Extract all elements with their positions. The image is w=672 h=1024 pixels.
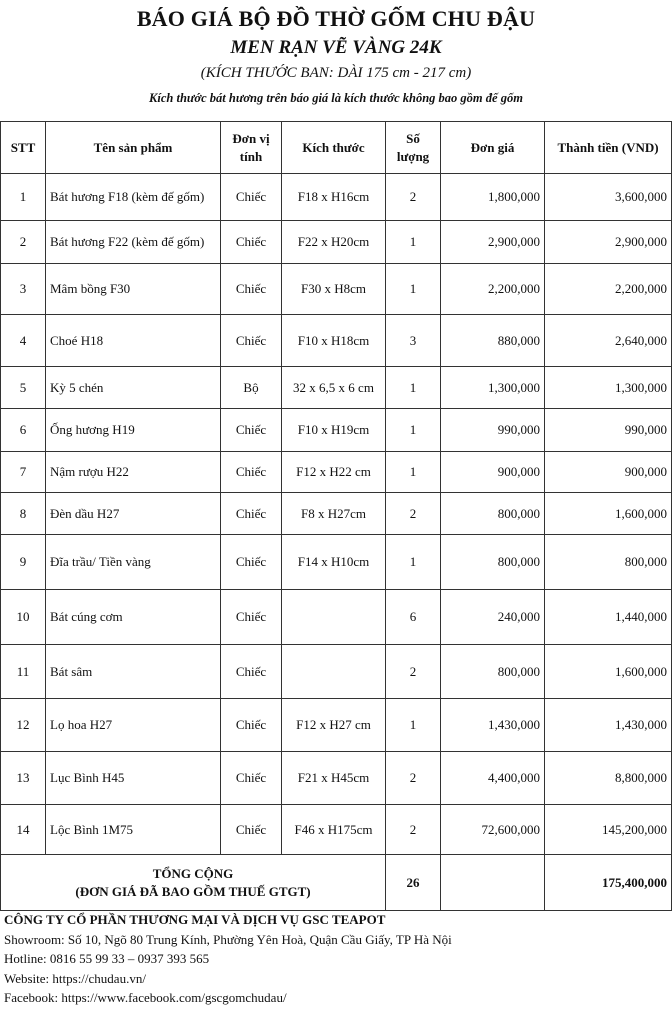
cell-total: 1,600,000 — [545, 645, 672, 699]
cell-total: 145,200,000 — [545, 805, 672, 855]
cell-stt: 5 — [1, 367, 46, 409]
cell-size: F18 x H16cm — [282, 174, 386, 221]
cell-name: Mâm bồng F30 — [46, 264, 221, 315]
table-row — [1, 452, 672, 493]
cell-stt: 6 — [1, 409, 46, 452]
table-row — [1, 174, 672, 221]
table-row — [1, 645, 672, 699]
table-row — [1, 221, 672, 264]
cell-total: 3,600,000 — [545, 174, 672, 221]
cell-unit: Chiếc — [221, 645, 282, 699]
cell-name: Đĩa trầu/ Tiền vàng — [46, 535, 221, 590]
cell-stt: 9 — [1, 535, 46, 590]
cell-qty: 2 — [386, 493, 441, 535]
table-header-row — [1, 122, 672, 174]
cell-size: F10 x H18cm — [282, 315, 386, 367]
cell-price: 2,900,000 — [441, 221, 545, 264]
table-row — [1, 805, 672, 855]
cell-size: F22 x H20cm — [282, 221, 386, 264]
cell-total: 800,000 — [545, 535, 672, 590]
total-qty: 26 — [386, 855, 441, 911]
cell-name: Lộc Bình 1M75 — [46, 805, 221, 855]
cell-qty: 2 — [386, 174, 441, 221]
col-header-total: Thành tiền (VND) — [545, 122, 672, 174]
cell-name: Bát hương F18 (kèm đế gốm) — [46, 174, 221, 221]
cell-qty: 1 — [386, 535, 441, 590]
table-row — [1, 315, 672, 367]
cell-price: 990,000 — [441, 409, 545, 452]
cell-stt: 12 — [1, 699, 46, 752]
cell-name: Kỳ 5 chén — [46, 367, 221, 409]
cell-name: Choé H18 — [46, 315, 221, 367]
cell-size — [282, 645, 386, 699]
cell-total: 2,200,000 — [545, 264, 672, 315]
table-row — [1, 264, 672, 315]
total-label — [1, 855, 386, 911]
cell-unit: Chiếc — [221, 590, 282, 645]
total-empty-cell — [441, 855, 545, 911]
cell-total: 990,000 — [545, 409, 672, 452]
cell-size: F30 x H8cm — [282, 264, 386, 315]
cell-price: 1,300,000 — [441, 367, 545, 409]
cell-qty: 1 — [386, 452, 441, 493]
cell-qty: 1 — [386, 264, 441, 315]
cell-name: Bát hương F22 (kèm đế gốm) — [46, 221, 221, 264]
col-header-size: Kích thước — [282, 122, 386, 174]
cell-price: 880,000 — [441, 315, 545, 367]
cell-unit: Chiếc — [221, 752, 282, 805]
cell-size: F14 x H10cm — [282, 535, 386, 590]
cell-unit: Bộ — [221, 367, 282, 409]
cell-stt: 7 — [1, 452, 46, 493]
company-footer — [4, 910, 668, 1008]
cell-stt: 13 — [1, 752, 46, 805]
cell-price: 900,000 — [441, 452, 545, 493]
website-link[interactable]: Website: https://chudau.vn/ — [4, 970, 146, 986]
cell-name: Ống hương H19 — [46, 409, 221, 452]
cell-total: 8,800,000 — [545, 752, 672, 805]
cell-stt: 14 — [1, 805, 46, 855]
cell-price: 2,200,000 — [441, 264, 545, 315]
cell-stt: 10 — [1, 590, 46, 645]
cell-stt: 8 — [1, 493, 46, 535]
cell-price: 800,000 — [441, 645, 545, 699]
cell-price: 1,800,000 — [441, 174, 545, 221]
page-title: BÁO GIÁ BỘ ĐỒ THỜ GỐM CHU ĐẬU — [136, 6, 536, 31]
col-header-qty: Số lượng — [386, 122, 441, 174]
cell-unit: Chiếc — [221, 174, 282, 221]
quote-header — [0, 0, 672, 120]
cell-total: 1,300,000 — [545, 367, 672, 409]
cell-qty: 1 — [386, 367, 441, 409]
table-row — [1, 535, 672, 590]
cell-price: 800,000 — [441, 535, 545, 590]
cell-unit: Chiếc — [221, 535, 282, 590]
cell-price: 240,000 — [441, 590, 545, 645]
cell-stt: 2 — [1, 221, 46, 264]
cell-total: 900,000 — [545, 452, 672, 493]
company-name: CÔNG TY CỔ PHẦN THƯƠNG MẠI VÀ DỊCH VỤ GSC TEAPOT — [4, 912, 386, 927]
cell-qty: 3 — [386, 315, 441, 367]
cell-unit: Chiếc — [221, 805, 282, 855]
cell-price: 1,430,000 — [441, 699, 545, 752]
cell-qty: 1 — [386, 409, 441, 452]
cell-name: Lục Bình H45 — [46, 752, 221, 805]
showroom-address: Showroom: Số 10, Ngõ 80 Trung Kính, Phường Yên Hoà, Quận Cầu Giấy, TP Hà Nội — [4, 931, 452, 947]
hotline: Hotline: 0816 55 99 33 – 0937 393 565 — [4, 951, 210, 966]
table-row — [1, 752, 672, 805]
total-label-line1: TỔNG CỘNG — [152, 865, 234, 881]
cell-name: Đèn dầu H27 — [46, 493, 221, 535]
facebook-link[interactable]: Facebook: https://www.facebook.com/gscgomchudau/ — [4, 990, 287, 1005]
size-disclaimer: Kích thước bát hương trên báo giá là kích thước không bao gồm đế gốm — [149, 91, 523, 105]
cell-qty: 6 — [386, 590, 441, 645]
table-row — [1, 367, 672, 409]
cell-stt: 4 — [1, 315, 46, 367]
cell-price: 800,000 — [441, 493, 545, 535]
cell-price: 4,400,000 — [441, 752, 545, 805]
total-row — [1, 855, 672, 911]
page-subtitle: MEN RẠN VẼ VÀNG 24K — [230, 37, 442, 58]
cell-unit: Chiếc — [221, 409, 282, 452]
cell-stt: 1 — [1, 174, 46, 221]
cell-size: 32 x 6,5 x 6 cm — [282, 367, 386, 409]
price-table — [0, 121, 672, 911]
col-header-unit: Đơn vị tính — [221, 122, 282, 174]
cell-name: Nậm rượu H22 — [46, 452, 221, 493]
cell-total: 1,430,000 — [545, 699, 672, 752]
cell-stt: 3 — [1, 264, 46, 315]
cell-unit: Chiếc — [221, 493, 282, 535]
cell-unit: Chiếc — [221, 699, 282, 752]
total-amount: 175,400,000 — [545, 855, 672, 911]
cell-unit: Chiếc — [221, 315, 282, 367]
size-note: (KÍCH THƯỚC BAN: DÀI 175 cm - 217 cm) — [200, 65, 472, 81]
table-row — [1, 699, 672, 752]
table-row — [1, 409, 672, 452]
cell-name: Bát cúng cơm — [46, 590, 221, 645]
cell-unit: Chiếc — [221, 452, 282, 493]
cell-total: 1,440,000 — [545, 590, 672, 645]
cell-qty: 2 — [386, 752, 441, 805]
cell-size: F12 x H22 cm — [282, 452, 386, 493]
cell-size: F12 x H27 cm — [282, 699, 386, 752]
total-label-line2: (ĐƠN GIÁ ĐÃ BAO GỒM THUẾ GTGT) — [75, 883, 311, 899]
cell-name: Bát sâm — [46, 645, 221, 699]
cell-qty: 1 — [386, 221, 441, 264]
cell-total: 2,640,000 — [545, 315, 672, 367]
cell-unit: Chiếc — [221, 221, 282, 264]
cell-qty: 2 — [386, 805, 441, 855]
cell-price: 72,600,000 — [441, 805, 545, 855]
cell-size: F46 x H175cm — [282, 805, 386, 855]
table-row — [1, 590, 672, 645]
col-header-stt: STT — [1, 122, 46, 174]
cell-size: F10 x H19cm — [282, 409, 386, 452]
table-row — [1, 493, 672, 535]
cell-total: 2,900,000 — [545, 221, 672, 264]
col-header-price: Đơn giá — [441, 122, 545, 174]
col-header-name: Tên sản phẩm — [46, 122, 221, 174]
cell-size: F8 x H27cm — [282, 493, 386, 535]
cell-qty: 2 — [386, 645, 441, 699]
cell-qty: 1 — [386, 699, 441, 752]
cell-name: Lọ hoa H27 — [46, 699, 221, 752]
cell-size — [282, 590, 386, 645]
cell-size: F21 x H45cm — [282, 752, 386, 805]
cell-total: 1,600,000 — [545, 493, 672, 535]
cell-stt: 11 — [1, 645, 46, 699]
cell-unit: Chiếc — [221, 264, 282, 315]
